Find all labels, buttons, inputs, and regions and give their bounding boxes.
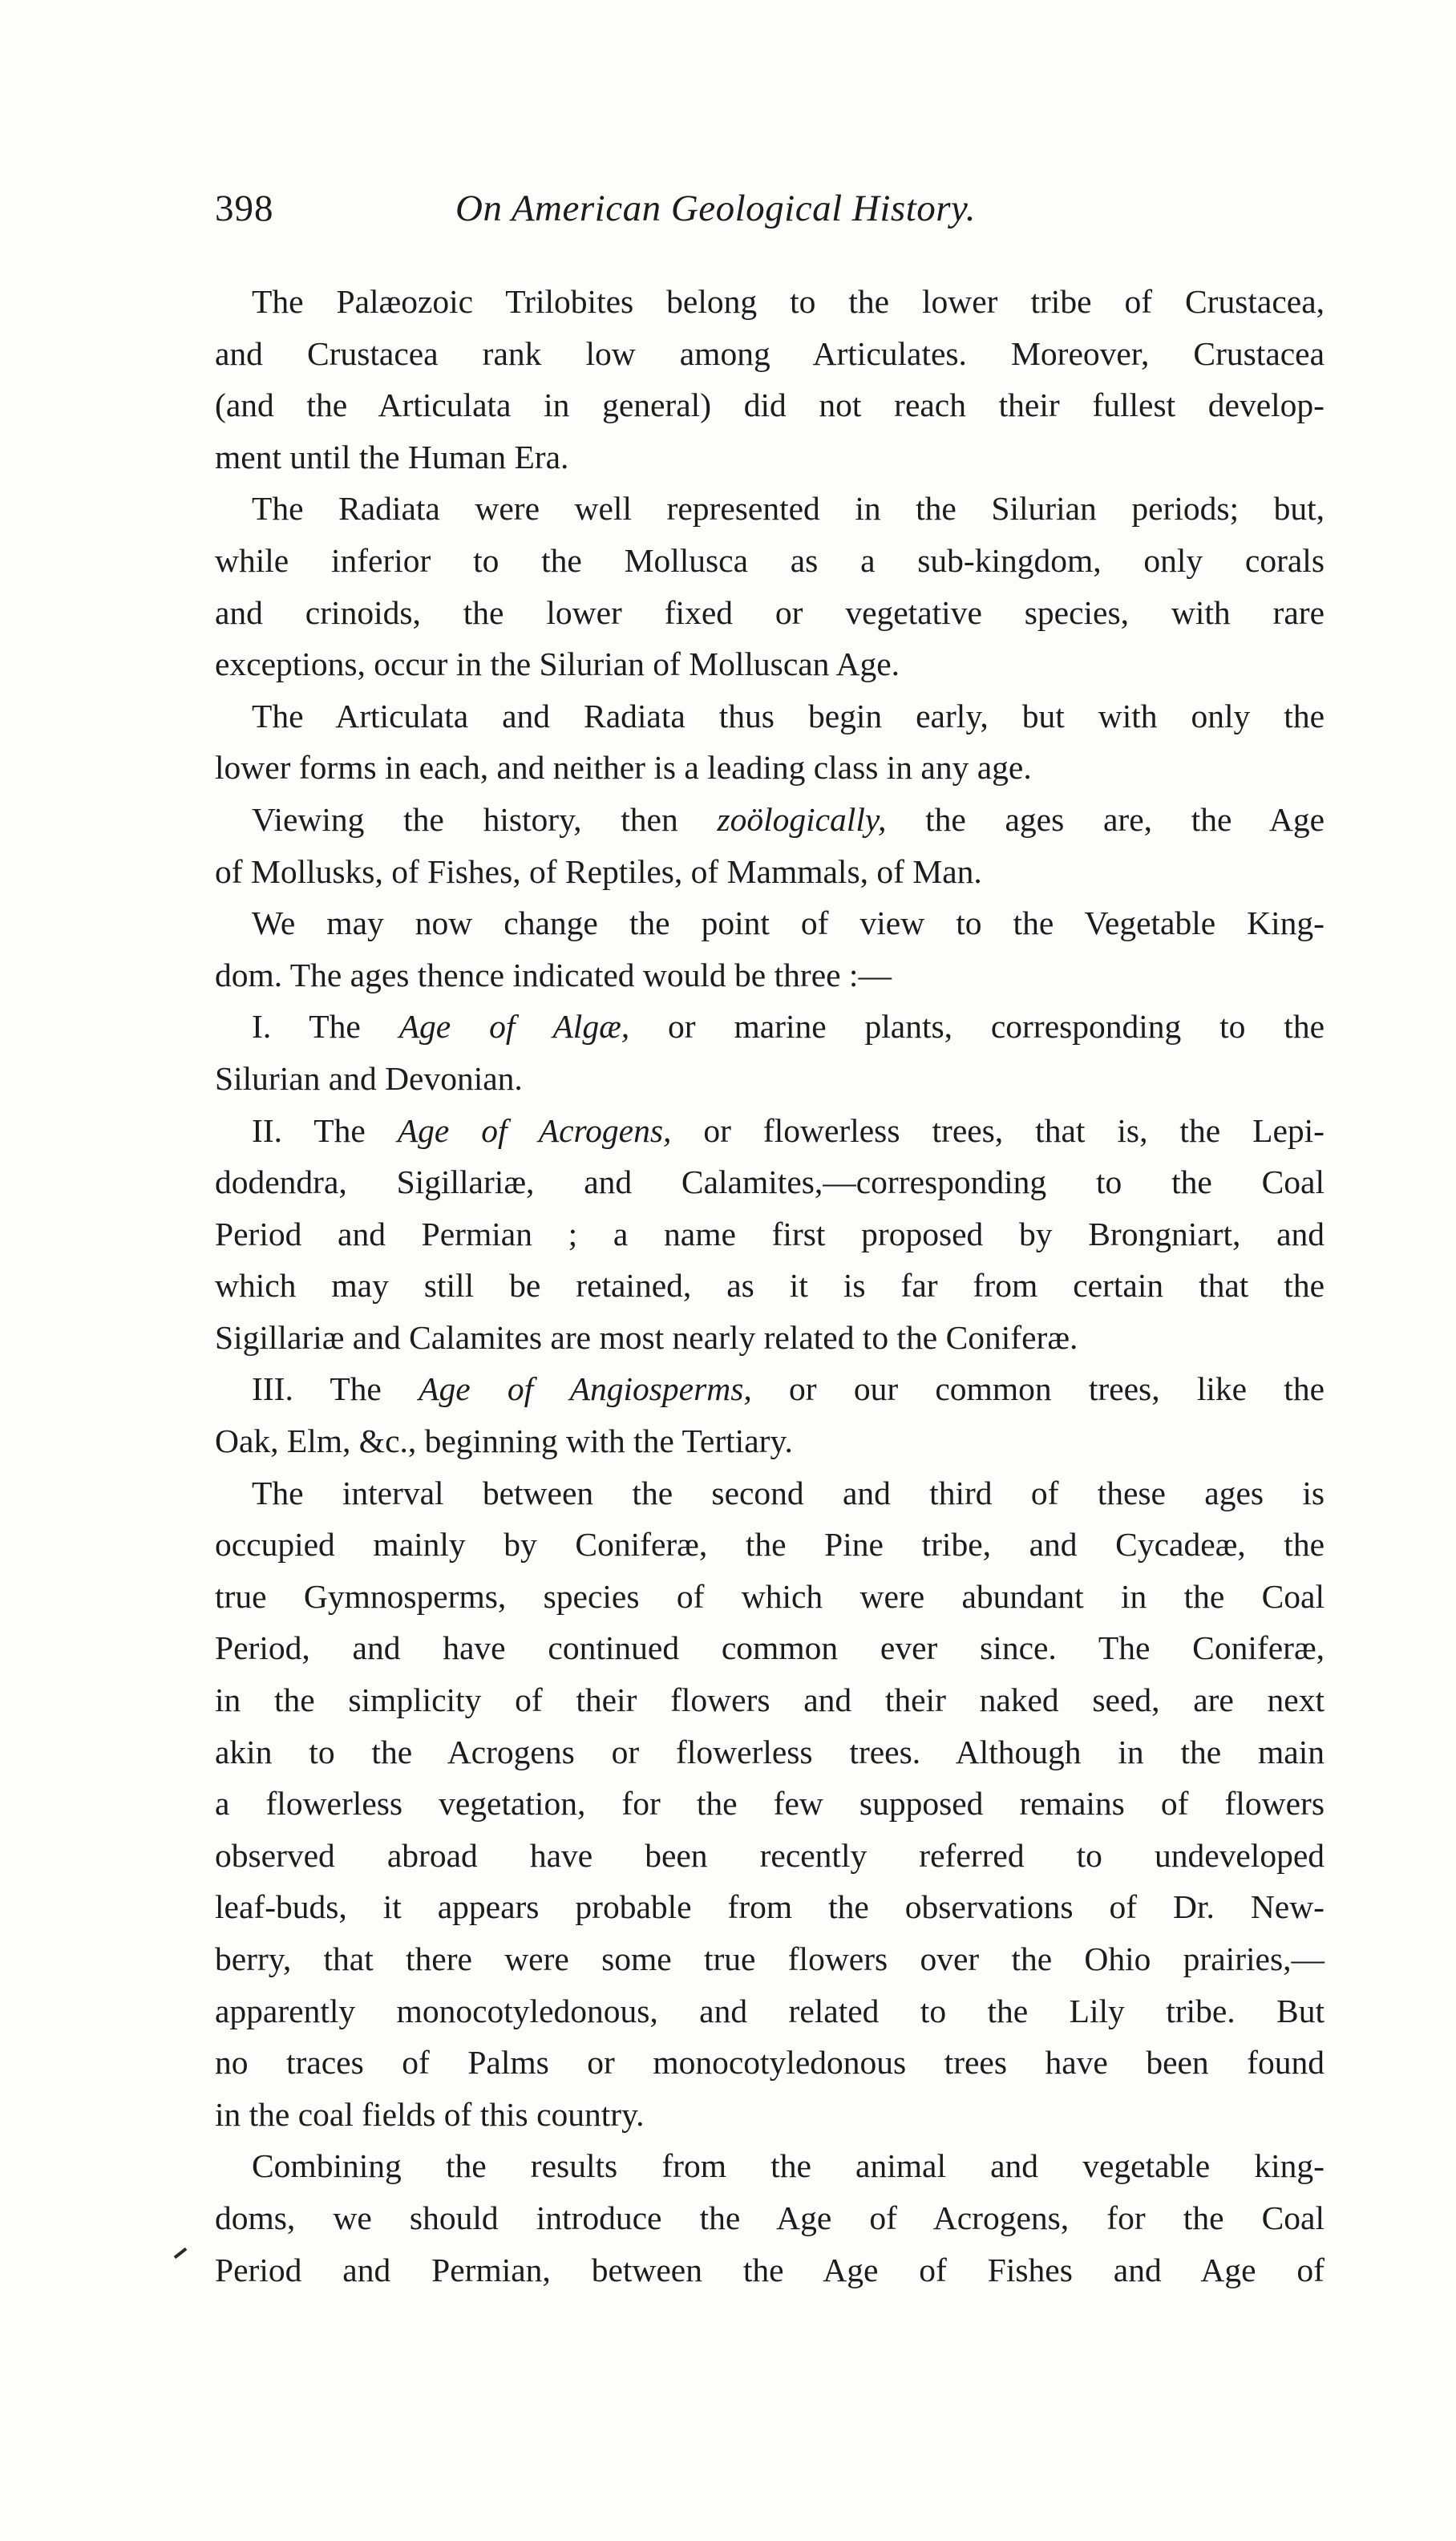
text-line [215,1933,1325,1985]
text-line [215,1001,1325,1053]
text-line [215,587,1325,639]
text-line [215,1778,1325,1830]
italic-text: zoölogically, [717,800,887,838]
text-line [215,897,1325,949]
text-line [215,1985,1325,2037]
text-line [215,1363,1325,1415]
text-run: Period and Permian ; a name first proposed by Brongniart, and [215,1215,1325,1252]
text-line [215,1622,1325,1674]
body-text [215,276,1325,2296]
text-line [215,1674,1325,1726]
text-run: a flowerless vegetation, for the few supposed remains of flowers [215,1785,1325,1823]
text-line [215,1726,1325,1778]
text-run: dodendra, Sigillariæ, and Calamites,—corresponding to the Coal [215,1163,1325,1201]
text-run: The interval between the second and third of these ages is [252,1474,1325,1511]
text-run: Period and Permian, between the Age of Fishes and Age of [215,2251,1325,2288]
text-run: of Mollusks, of Fishes, of Reptiles, of Mammals, of Man. [215,852,982,890]
text-run: observed abroad have been recently referred to undeveloped [215,1836,1325,1874]
text-run: the ages are, the Age [886,800,1325,838]
text-run: leaf-buds, it appears probable from the observations of Dr. New- [215,1888,1325,1926]
page-number: 398 [215,188,274,229]
text-line [215,2037,1325,2089]
text-run: I. The [252,1008,399,1046]
text-run: and Crustacea rank low among Articulates. Moreover, Crustacea [215,334,1325,372]
text-run: or our common trees, like the [751,1370,1325,1408]
italic-text: Age of Angiosperms, [419,1370,752,1408]
text-line [215,328,1325,380]
text-line [215,1208,1325,1260]
text-run: II. The [252,1111,398,1149]
text-line [215,794,1325,846]
text-run: doms, we should introduce the Age of Acrogens, for the Coal [215,2199,1325,2236]
text-run: Combining the results from the animal and vegetable king- [252,2147,1325,2185]
text-run: Viewing the history, then [252,800,718,838]
text-line [215,2192,1325,2244]
running-title: On American Geological History. [455,188,977,229]
text-line [215,742,1325,794]
italic-text: Age of Algæ, [398,1008,630,1046]
text-line [215,1881,1325,1933]
text-run: while inferior to the Mollusca as a sub-kingdom, only corals [215,541,1325,579]
text-line [215,1415,1325,1467]
text-run: Period, and have continued common ever since. The Coniferæ, [215,1629,1325,1667]
text-line [215,2244,1325,2296]
text-run: ment until the Human Era. [215,438,569,475]
text-line [215,1312,1325,1364]
text-run: dom. The ages thence indicated would be three :— [215,956,892,993]
text-line [215,2089,1325,2141]
text-run: true Gymnosperms, species of which were abundant in the Coal [215,1577,1325,1615]
text-run: Oak, Elm, &c., beginning with the Tertiary. [215,1422,793,1460]
text-run: The Radiata were well represented in the Silurian periods; but, [252,490,1325,528]
text-line [215,846,1325,898]
text-run: and crinoids, the lower fixed or vegetative species, with rare [215,593,1325,631]
text-line [215,2140,1325,2192]
text-line [215,1105,1325,1157]
text-run: in the simplicity of their flowers and their naked seed, are next [215,1681,1325,1719]
text-line [215,1830,1325,1882]
text-run: no traces of Palms or monocotyledonous trees have been found [215,2044,1325,2082]
text-line [215,276,1325,328]
text-run: akin to the Acrogens or flowerless trees. Although in the main [215,1733,1325,1770]
text-run: or flowerless trees, that is, the Lepi- [671,1111,1325,1149]
text-run: apparently monocotyledonous, and related to the Lily tribe. But [215,1992,1325,2029]
text-line [215,1156,1325,1208]
text-line [215,638,1325,690]
text-run: lower forms in each, and neither is a leading class in any age. [215,749,1032,787]
italic-text: Age of Acrogens, [397,1111,672,1149]
text-run: or marine plants, corresponding to the [629,1008,1325,1046]
text-line [215,1260,1325,1312]
text-run: which may still be retained, as it is far from certain that the [215,1267,1325,1305]
text-run: The Articulata and Radiata thus begin early, but with only the [252,697,1325,734]
text-run: III. The [252,1370,419,1408]
text-line [215,1053,1325,1105]
text-line [215,535,1325,587]
text-line [215,431,1325,484]
text-run: Silurian and Devonian. [215,1059,523,1097]
text-line [215,690,1325,742]
page-header [215,184,1321,241]
text-line [215,1519,1325,1571]
text-run: Sigillariæ and Calamites are most nearly related to the Coniferæ. [215,1318,1078,1356]
pencil-margin-mark [174,2248,188,2259]
text-run: berry, that there were some true flowers over the Ohio prairies,— [215,1940,1325,1977]
text-run: in the coal fields of this country. [215,2095,645,2133]
text-line [215,1467,1325,1519]
text-line [215,483,1325,535]
text-line [215,379,1325,431]
text-run: We may now change the point of view to the Vegetable King- [252,904,1325,942]
text-line [215,949,1325,1001]
text-run: occupied mainly by Coniferæ, the Pine tribe, and Cycadeæ, the [215,1526,1325,1564]
text-run: The Palæozoic Trilobites belong to the lower tribe of Crustacea, [252,283,1325,320]
text-run: exceptions, occur in the Silurian of Molluscan Age. [215,645,900,683]
text-line [215,1571,1325,1623]
text-run: (and the Articulata in general) did not reach their fullest develop- [215,386,1325,424]
